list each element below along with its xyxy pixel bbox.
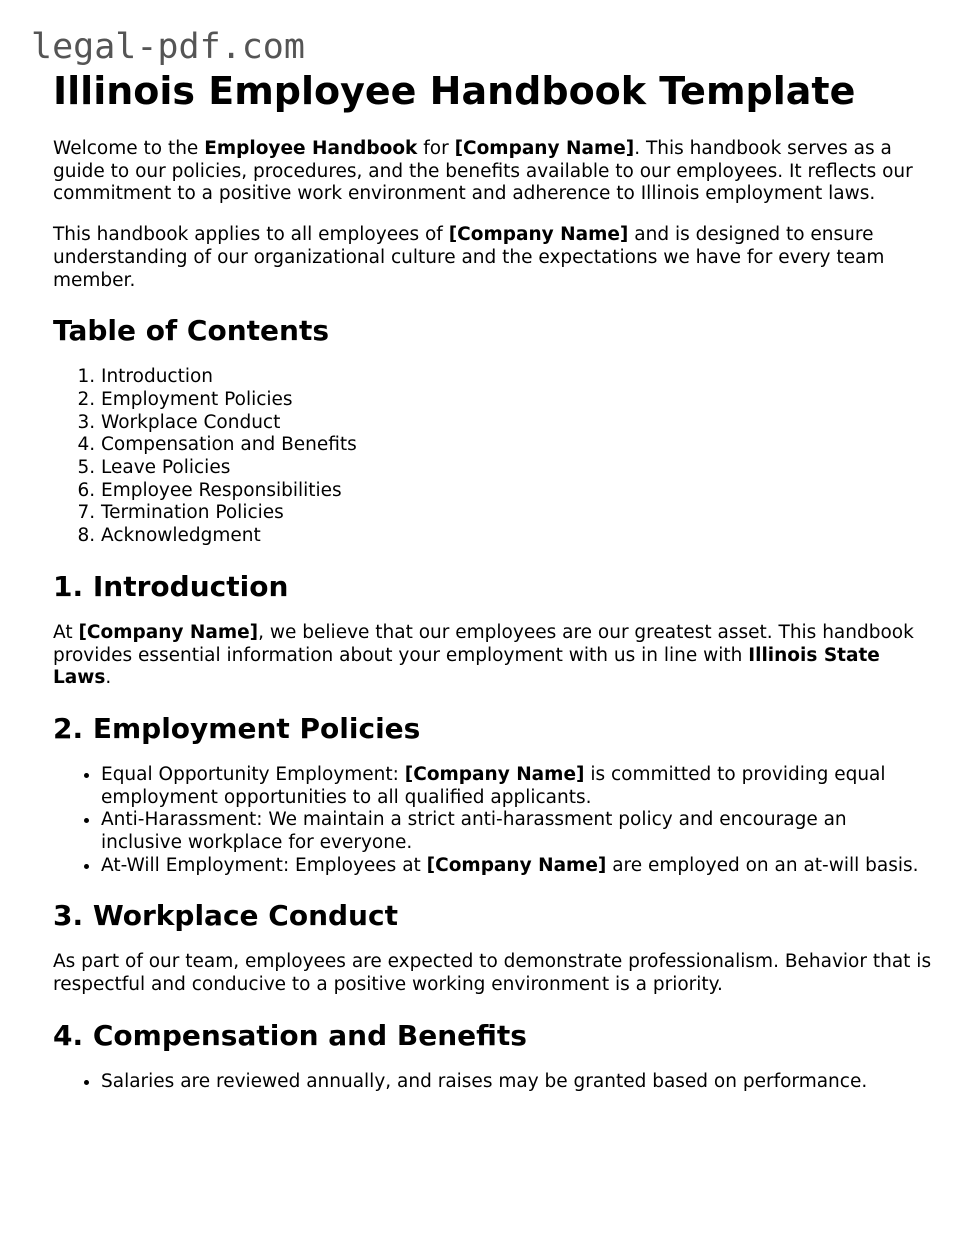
- toc-heading: Table of Contents: [53, 314, 330, 348]
- section-heading-workplace-conduct: 3. Workplace Conduct: [53, 899, 398, 933]
- intro-paragraph-2: This handbook applies to all employees of [Company Name] and is designed to ensure understanding of our organizational culture and the expectations we have for every team member.: [53, 224, 885, 291]
- employment-policies-list: [53, 764, 933, 878]
- list-item: • At-Will Employment: Employees at [Company Name] are employed on an at-will basis.: [101, 855, 933, 878]
- toc-list: [53, 366, 933, 548]
- document-body: [53, 68, 933, 1112]
- toc-item: 8. Acknowledgment: [101, 525, 933, 548]
- toc-item: 1. Introduction: [101, 366, 933, 389]
- intro-paragraph-1: Welcome to the Employee Handbook for [Company Name]. This handbook serves as a guide to our policies, procedures, and the benefits available to our employees. It reflects our commitment to a positive work environment and adherence to Illinois employment laws.: [53, 138, 913, 205]
- list-item: • Equal Opportunity Employment: [Company Name] is committed to providing equal employment opportunities to all qualified applicants.: [101, 764, 933, 809]
- page-title: Illinois Employee Handbook Template: [53, 69, 856, 113]
- toc-item: 4. Compensation and Benefits: [101, 434, 933, 457]
- toc-item: 5. Leave Policies: [101, 457, 933, 480]
- introduction-paragraph: At [Company Name], we believe that our employees are our greatest asset. This handbook provides essential information about your employment with us in line with Illinois State Laws.: [53, 621, 914, 689]
- workplace-conduct-paragraph: As part of our team, employees are expected to demonstrate professionalism. Behavior that is respectful and conducive to a positive working environment is a priority.: [53, 951, 932, 996]
- list-item: • Salaries are reviewed annually, and raises may be granted based on performance.: [101, 1071, 933, 1094]
- watermark-logo: legal-pdf.com: [31, 27, 305, 67]
- toc-item: 6. Employee Responsibilities: [101, 480, 933, 503]
- toc-item: 7. Termination Policies: [101, 502, 933, 525]
- toc-item: 2. Employment Policies: [101, 389, 933, 412]
- toc-item: 3. Workplace Conduct: [101, 412, 933, 435]
- section-heading-introduction: 1. Introduction: [53, 569, 289, 603]
- list-item: • Anti-Harassment: We maintain a strict anti-harassment policy and encourage an inclusive workplace for everyone.: [101, 809, 933, 854]
- section-heading-employment-policies: 2. Employment Policies: [53, 711, 421, 745]
- compensation-list: [53, 1071, 933, 1094]
- section-heading-compensation: 4. Compensation and Benefits: [53, 1018, 527, 1052]
